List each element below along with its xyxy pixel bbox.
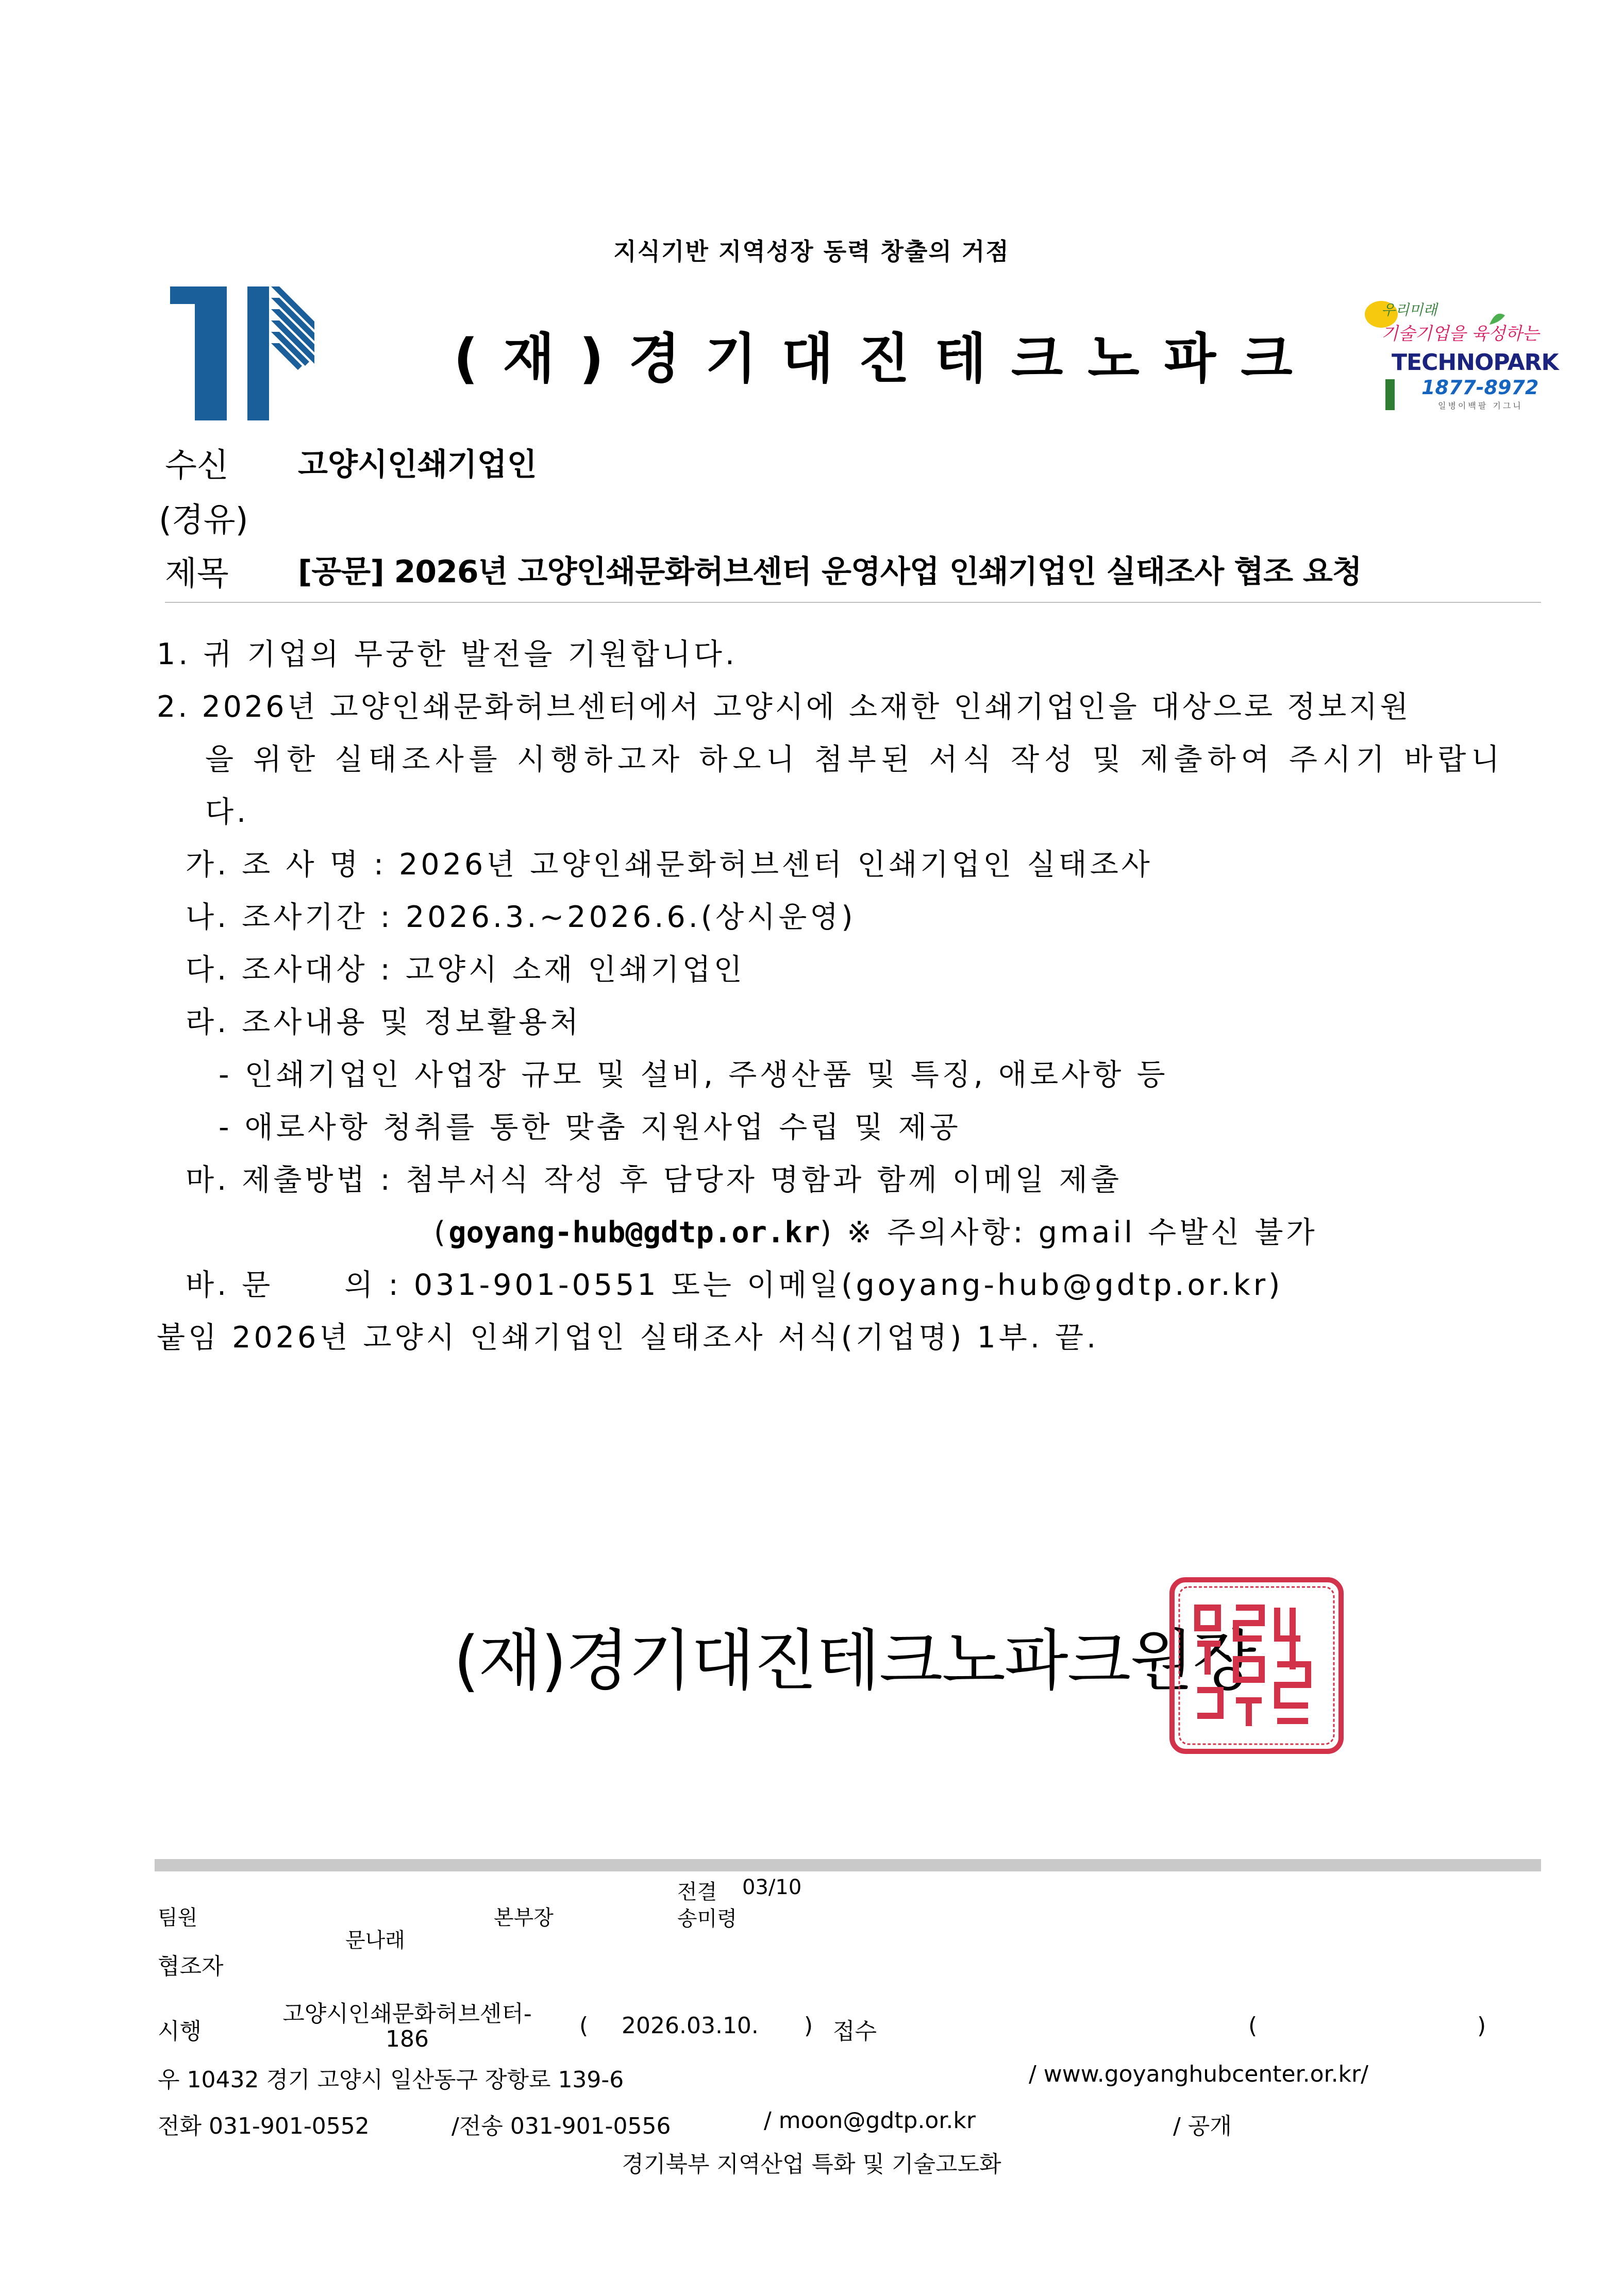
cooperator-label: 협조자 xyxy=(158,1953,224,1980)
attachment-line: 붙임 2026년 고양시 인쇄기업인 실태조사 서식(기업명) 1부. 끝. xyxy=(157,1321,1099,1355)
item-ma-email-line: (goyang-hub@gdtp.or.kr) ※ 주의사항: gmail 수발신 불가 xyxy=(434,1215,1318,1250)
official-seal xyxy=(1169,1577,1344,1754)
slogan: 지식기반 지역성장 동력 창출의 거점 xyxy=(613,238,1010,265)
enforce-number: 고양시인쇄문화허브센터- 186 xyxy=(282,2001,532,2052)
footer-band xyxy=(155,1859,1541,1871)
final-approval-label: 전결 xyxy=(677,1880,717,1904)
receipt-label: 접수 xyxy=(833,2018,877,2045)
final-approval-name: 송미령 xyxy=(677,1907,737,1931)
item-ra-sub-1: - 인쇄기업인 사업장 규모 및 설비, 주생산품 및 특징, 애로사항 등 xyxy=(219,1058,1168,1092)
recipient-label: 수신 xyxy=(165,447,229,485)
final-approval-date: 03/10 xyxy=(742,1876,802,1899)
gdtp-logo xyxy=(170,286,314,420)
item-na: 나. 조사기간 : 2026.3.~2026.6.(상시운영) xyxy=(186,900,856,934)
technopark-phone: 1877-8972 xyxy=(1421,376,1539,399)
director-label: 본부장 xyxy=(494,1906,554,1930)
via-label: (경유) xyxy=(159,501,248,539)
body-line-2c: 다. xyxy=(205,795,249,829)
phone-number: 전화 031-901-0552 xyxy=(158,2113,370,2139)
enforce-close: ) xyxy=(804,2013,813,2039)
technopark-tagline: 우리미래 기술기업을 육성하는 xyxy=(1381,301,1540,344)
technopark-small-text: 일병이백팔 기그니 xyxy=(1438,401,1523,411)
item-ba: 바. 문 의 : 031-901-0551 또는 이메일(goyang-hub@gdtp.or.kr) xyxy=(186,1268,1283,1302)
submission-email: goyang-hub@gdtp.or.kr xyxy=(448,1215,820,1250)
item-ga: 가. 조 사 명 : 2026년 고양인쇄문화허브센터 인쇄기업인 실태조사 xyxy=(186,848,1153,882)
enforce-label: 시행 xyxy=(158,2018,202,2045)
item-ma: 마. 제출방법 : 첨부서식 작성 후 담당자 명함과 함께 이메일 제출 xyxy=(186,1163,1123,1197)
team-label: 팀원 xyxy=(158,1906,198,1930)
receipt-open: ( xyxy=(1248,2013,1258,2039)
subject-value: [공문] 2026년 고양인쇄문화허브센터 운영사업 인쇄기업인 실태조사 협조 요청 xyxy=(298,554,1362,590)
body-line-1: 1. 귀 기업의 무궁한 발전을 기원합니다. xyxy=(157,637,738,671)
receipt-close: ) xyxy=(1477,2013,1486,2039)
enforce-date: 2026.03.10. xyxy=(622,2013,759,2039)
website-link[interactable]: / www.goyanghubcenter.or.kr/ xyxy=(1029,2061,1368,2087)
item-ra-sub-2: - 애로사항 청취를 통한 맞춤 지원사업 수립 및 제공 xyxy=(219,1110,961,1144)
technopark-logo xyxy=(1361,294,1559,417)
bottom-slogan: 경기북부 지역산업 특화 및 기술고도화 xyxy=(622,2151,1001,2177)
fax-number: /전송 031-901-0556 xyxy=(451,2113,671,2139)
sender-signature: (재)경기대진테크노파크원장 xyxy=(454,1623,1256,1699)
postal-address: 우 10432 경기 고양시 일산동구 장항로 139-6 xyxy=(158,2067,624,2093)
item-ra: 라. 조사내용 및 정보활용처 xyxy=(186,1005,582,1039)
body-line-2b: 을 위한 실태조사를 시행하고자 하오니 첨부된 서식 작성 및 제출하여 주시기 바랍니 xyxy=(205,742,1505,776)
org-title: (재)경기대진테크노파크 xyxy=(454,327,1317,390)
enforce-open: ( xyxy=(579,2013,589,2039)
item-da: 다. 조사대상 : 고양시 소재 인쇄기업인 xyxy=(186,953,745,987)
header-divider xyxy=(165,602,1541,603)
technopark-brand: TECHNOPARK xyxy=(1392,349,1559,376)
disclosure-status: / 공개 xyxy=(1173,2113,1232,2139)
recipient-value: 고양시인쇄기업인 xyxy=(298,447,537,483)
team-name: 문나래 xyxy=(345,1929,405,1952)
subject-label: 제목 xyxy=(165,555,229,593)
contact-email[interactable]: / moon@gdtp.or.kr xyxy=(764,2107,976,2134)
body-line-2a: 2. 2026년 고양인쇄문화허브센터에서 고양시에 소재한 인쇄기업인을 대상으로 정보지원 xyxy=(157,690,1411,724)
